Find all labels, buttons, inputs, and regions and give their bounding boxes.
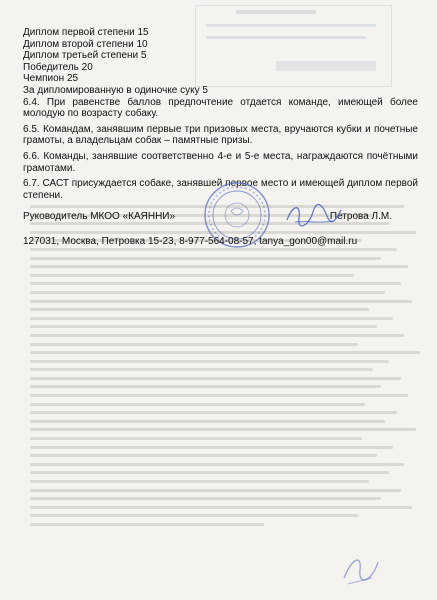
- rule-6-4: 6.4. При равенстве баллов предпочтение отдается команде, имеющей более молодую по возрасту собаку.: [23, 96, 418, 120]
- award-line: Диплом третьей степени 5: [23, 50, 147, 62]
- handwritten-signature: [283, 200, 343, 230]
- award-line: Диплом первой степени 15: [23, 27, 149, 38]
- award-line: Победитель 20: [23, 61, 93, 73]
- rule-line: За дипломированную в одиночке суку 5: [23, 85, 208, 96]
- award-points-list: [23, 27, 418, 85]
- rule-6-7: 6.7. САСТ присуждается собаке, занявшей первое место и имеющей диплом первой степени.: [23, 178, 418, 201]
- award-line: Чемпион 25: [23, 73, 79, 85]
- contact-line: 127031, Москва, Петровка 15-23, 8-977-564-08-57, tanya_gon00@mail.ru: [23, 236, 358, 247]
- rule-6-5: 6.5. Командам, занявшим первые три призовых места, вручаются кубки и почетные грамоты, а владельцам собак – памятные призы.: [23, 123, 418, 147]
- signatory-name: Петрова Л.М.: [329, 211, 392, 222]
- bleed-through-text: [30, 205, 420, 532]
- signatory-title: Руководитель МКОО «КАЯННИ»: [23, 211, 176, 222]
- rule-6-6: 6.6. Команды, занявшие соответственно 4-е и 5-е места, награждаются почётными грамотами.: [23, 150, 418, 174]
- blue-ink-mark: [338, 548, 383, 588]
- award-line: Диплом второй степени 10: [23, 38, 148, 50]
